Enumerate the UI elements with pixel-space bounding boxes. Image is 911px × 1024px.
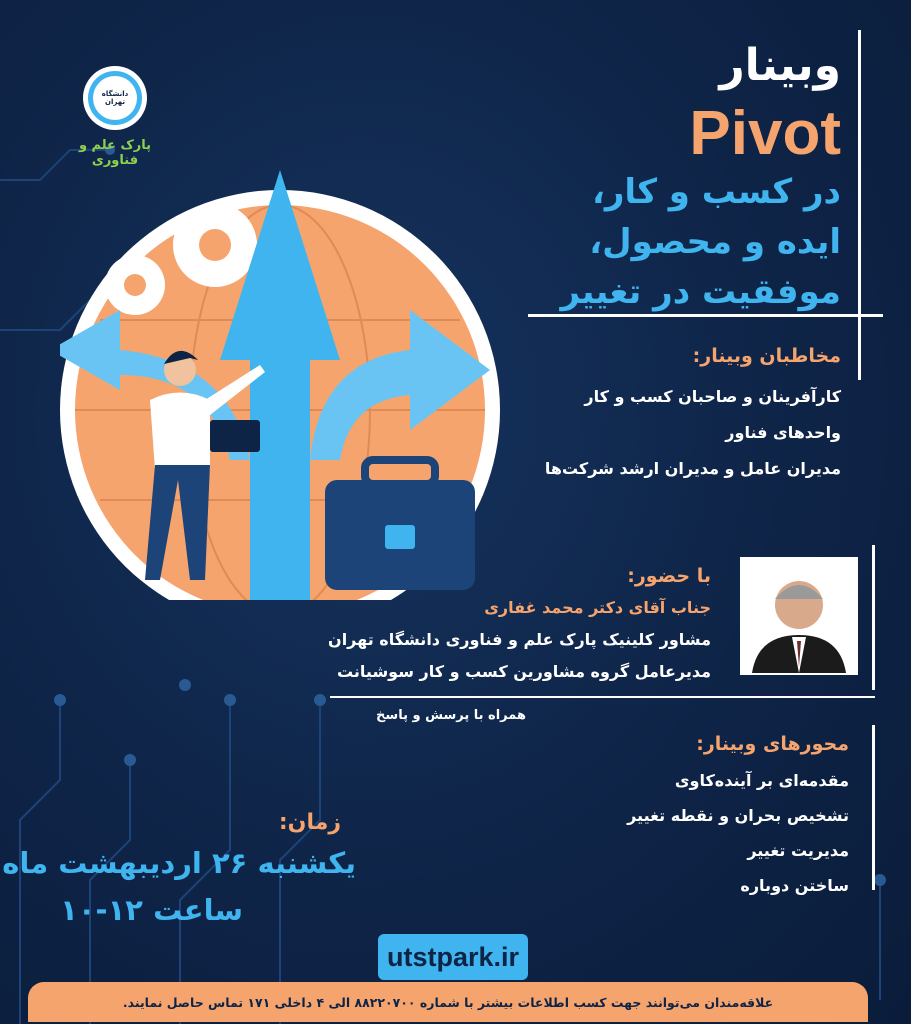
avatar-icon <box>742 559 856 673</box>
time-date: یکشنبه ۲۶ اردیبهشت ماه <box>2 846 356 880</box>
presenter-name: جناب آقای دکتر محمد غفاری <box>484 598 711 617</box>
presenter-heading: با حضور: <box>627 565 711 587</box>
audience-item: واحدهای فناور <box>725 423 841 442</box>
topic-item: تشخیص بحران و نقطه تغییر <box>627 806 849 825</box>
topics-heading: محورهای وبینار: <box>696 733 849 755</box>
audience-item: کارآفرینان و صاحبان کسب و کار <box>584 387 841 406</box>
pivot-title: Pivot <box>689 99 841 168</box>
university-seal-text: دانشگاه تهران <box>101 90 129 106</box>
audience-item: مدیران عامل و مدیران ارشد شرکت‌ها <box>544 459 841 478</box>
audience-heading: مخاطبان وبینار: <box>692 345 841 367</box>
title-divider-horizontal <box>528 314 883 317</box>
title-line-1: در کسب و کار، <box>591 172 841 212</box>
time-heading: زمان: <box>278 810 341 835</box>
presenter-divider-horizontal <box>330 696 875 698</box>
topic-item: ساختن دوباره <box>740 876 849 895</box>
title-divider-vertical <box>858 30 861 380</box>
qa-note: همراه با پرسش و پاسخ <box>376 708 526 723</box>
topic-item: مقدمه‌ای بر آینده‌کاوی <box>674 771 849 790</box>
hero-illustration <box>60 160 520 600</box>
logo <box>55 62 175 172</box>
title-line-2: ایده و محصول، <box>589 222 841 262</box>
presenter-photo <box>740 557 858 675</box>
footer-contact: علاقه‌مندان می‌توانند جهت کسب اطلاعات بیشتر با شماره ۸۸۲۲۰۷۰۰ الی ۴ داخلی ۱۷۱ تماس حاصل نمایند. <box>28 982 868 1022</box>
time-hour: ساعت ۱۲-۱۰ <box>60 893 243 927</box>
presenter-divider <box>872 545 875 690</box>
presenter-role-1: مشاور کلینیک پارک علم و فناوری دانشگاه تهران <box>328 630 711 649</box>
webinar-label: وبینار <box>719 40 841 91</box>
presenter-role-2: مدیرعامل گروه مشاورین کسب و کار سوشیانت <box>336 662 711 681</box>
park-logo-text: پارک علم و فناوری <box>78 138 152 168</box>
topics-divider <box>872 725 875 890</box>
title-line-3: موفقیت در تغییر <box>560 272 841 312</box>
website-link[interactable]: utstpark.ir <box>378 934 528 980</box>
topic-item: مدیریت تغییر <box>747 841 849 860</box>
